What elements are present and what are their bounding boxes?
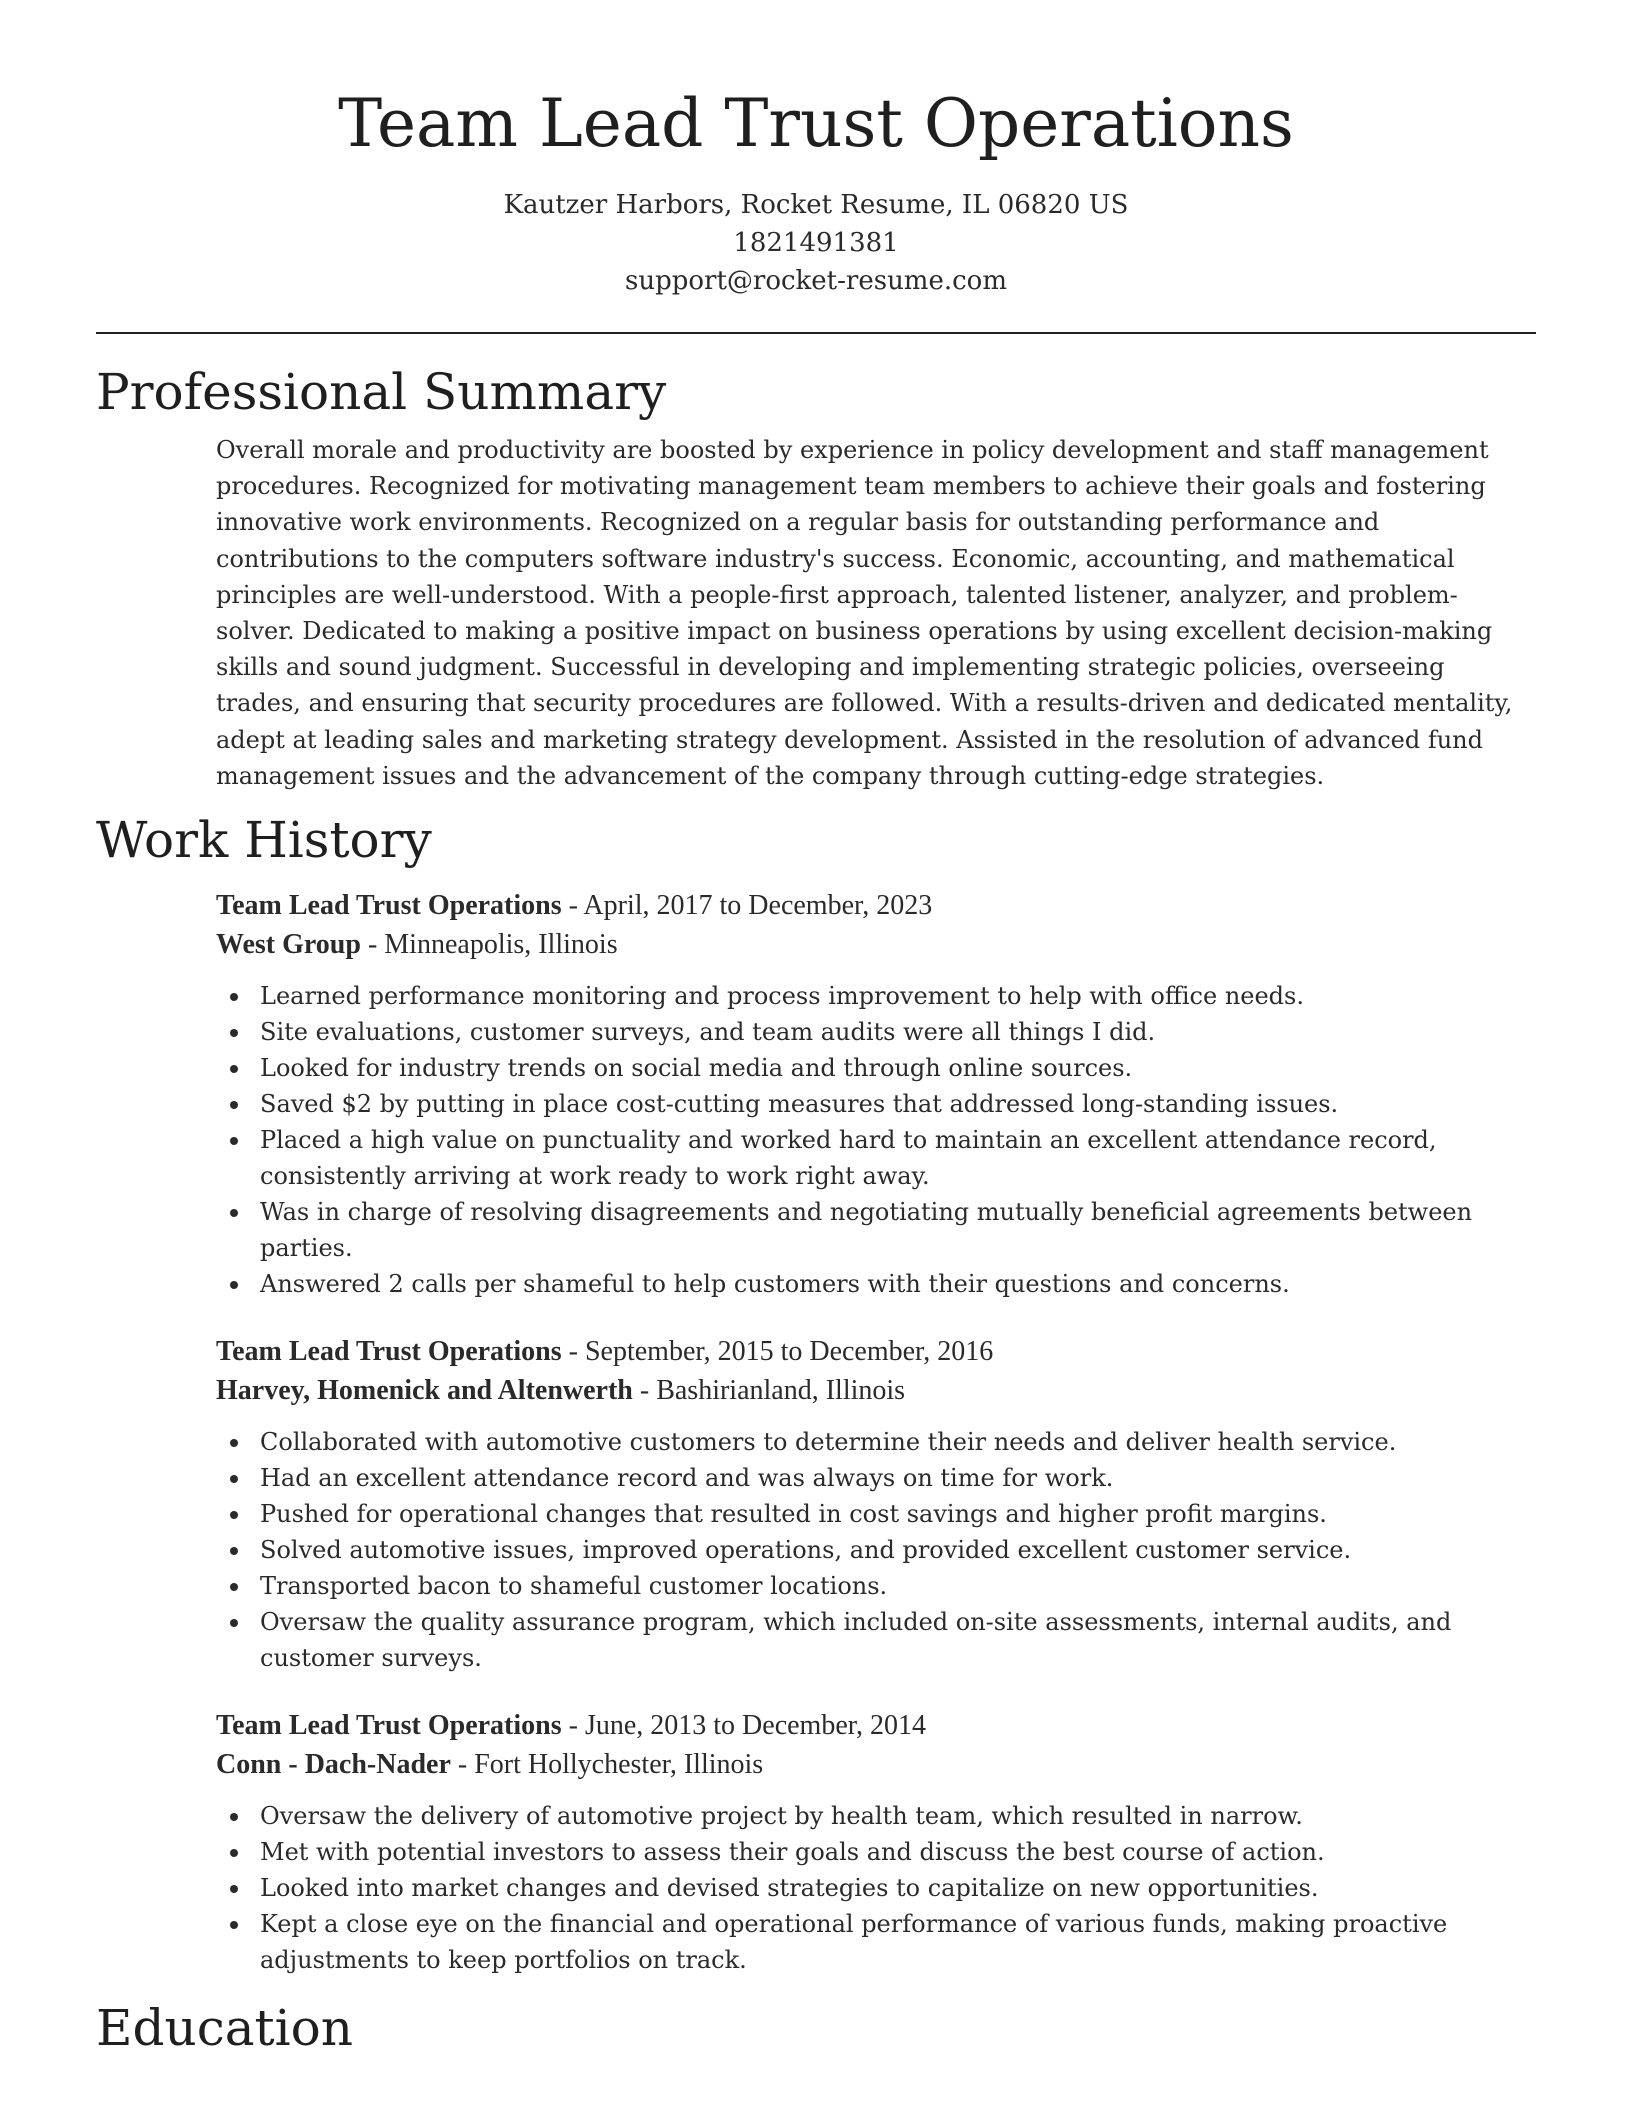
bullet-dot-icon (230, 1281, 238, 1289)
candidate-name: Team Lead Trust Operations (338, 85, 1294, 162)
job-company-line (216, 1745, 1536, 1784)
job-entry (216, 886, 1536, 1302)
bullet-text: Oversaw the quality assurance program, which included on-site assessments, internal audits, and customer surveys. (260, 1608, 1452, 1673)
job-title: Team Lead Trust Operations (216, 1336, 562, 1368)
bullet-text: Pushed for operational changes that resulted in cost savings and higher profit margins. (260, 1500, 1327, 1529)
bullet-text: Looked into market changes and devised strategies to capitalize on new opportunities. (260, 1874, 1319, 1903)
education-heading: Education (96, 1999, 353, 2058)
job-separator: - (360, 929, 385, 961)
job-entry (216, 1706, 1536, 1978)
bullet-text: Oversaw the delivery of automotive project by health team, which resulted in narrow. (260, 1802, 1303, 1831)
bullet-item (260, 1266, 1536, 1302)
job-title-line (216, 1706, 1536, 1745)
job-title: Team Lead Trust Operations (216, 1710, 562, 1742)
bullet-item (260, 1834, 1536, 1870)
bullet-item (260, 1460, 1536, 1496)
bullet-item (260, 1086, 1536, 1122)
work-history-heading: Work History (96, 811, 432, 870)
job-dates: September, 2015 to December, 2016 (584, 1336, 994, 1368)
bullet-item (260, 1568, 1536, 1604)
job-company-line (216, 925, 1536, 964)
bullet-text: Looked for industry trends on social media and through online sources. (260, 1054, 1133, 1083)
bullet-dot-icon (230, 1439, 238, 1447)
work-history-section (216, 886, 1536, 1978)
bullet-text: Placed a high value on punctuality and worked hard to maintain an excellent attendance record, consistently arriving at work ready to work right away. (260, 1126, 1437, 1191)
bullet-dot-icon (230, 1065, 238, 1073)
job-bullets (216, 978, 1536, 1302)
bullet-item (260, 1532, 1536, 1568)
job-bullets (216, 1424, 1536, 1676)
bullet-dot-icon (230, 1921, 238, 1929)
job-company: Harvey, Homenick and Altenwerth (216, 1375, 633, 1407)
summary-heading: Professional Summary (96, 363, 667, 421)
bullet-text: Kept a close eye on the financial and operational performance of various funds, making proactive adjustments to keep portfolios on track. (260, 1910, 1448, 1975)
bullet-dot-icon (230, 1619, 238, 1627)
summary-section (216, 432, 1536, 794)
job-separator: - (561, 890, 584, 922)
job-bullets (216, 1798, 1536, 1978)
bullet-item (260, 1014, 1536, 1050)
header-divider (96, 332, 1536, 334)
contact-address: Kautzer Harbors, Rocket Resume, IL 06820 US (503, 190, 1129, 220)
bullet-dot-icon (230, 1511, 238, 1519)
job-separator: - (632, 1375, 657, 1407)
bullet-text: Answered 2 calls per shameful to help customers with their questions and concerns. (260, 1270, 1290, 1299)
bullet-text: Learned performance monitoring and process improvement to help with office needs. (260, 982, 1304, 1011)
bullet-item (260, 1050, 1536, 1086)
bullet-text: Had an excellent attendance record and was always on time for work. (260, 1464, 1114, 1493)
bullet-dot-icon (230, 1885, 238, 1893)
bullet-dot-icon (230, 1475, 238, 1483)
bullet-dot-icon (230, 1547, 238, 1555)
bullet-item (260, 1798, 1536, 1834)
bullet-item (260, 1906, 1536, 1978)
job-title-line (216, 886, 1536, 925)
bullet-dot-icon (230, 1137, 238, 1145)
bullet-item (260, 1870, 1536, 1906)
contact-email: support@rocket-resume.com (624, 266, 1007, 296)
job-separator: - (561, 1710, 585, 1742)
bullet-dot-icon (230, 1209, 238, 1217)
bullet-dot-icon (230, 1583, 238, 1591)
bullet-text: Collaborated with automotive customers to determine their needs and deliver health service. (260, 1428, 1397, 1457)
job-company: West Group (216, 929, 361, 961)
bullet-dot-icon (230, 1101, 238, 1109)
bullet-dot-icon (230, 993, 238, 1001)
job-entry (216, 1332, 1536, 1676)
bullet-text: Solved automotive issues, improved operations, and provided excellent customer service. (260, 1536, 1352, 1565)
bullet-item (260, 1122, 1536, 1194)
bullet-text: Transported bacon to shameful customer locations. (260, 1572, 888, 1601)
bullet-item (260, 1424, 1536, 1460)
job-separator: - (561, 1336, 585, 1368)
job-company: Conn - Dach-Nader (216, 1749, 451, 1781)
job-dates: June, 2013 to December, 2014 (584, 1710, 926, 1742)
bullet-text: Site evaluations, customer surveys, and team audits were all things I did. (260, 1018, 1156, 1047)
job-dates: April, 2017 to December, 2023 (583, 890, 933, 922)
bullet-dot-icon (230, 1849, 238, 1857)
resume-page (96, 0, 1536, 2058)
job-separator: - (450, 1749, 475, 1781)
contact-phone: 1821491381 (733, 228, 899, 258)
job-location: Fort Hollychester, Illinois (474, 1749, 764, 1781)
bullet-item (260, 1496, 1536, 1532)
bullet-dot-icon (230, 1813, 238, 1821)
bullet-text: Met with potential investors to assess their goals and discuss the best course of action. (260, 1838, 1325, 1867)
bullet-dot-icon (230, 1029, 238, 1037)
resume-header (96, 0, 1536, 300)
bullet-text: Was in charge of resolving disagreements and negotiating mutually beneficial agreements between parties. (260, 1198, 1473, 1263)
bullet-item (260, 1194, 1536, 1266)
job-title: Team Lead Trust Operations (216, 890, 562, 922)
bullet-item (260, 978, 1536, 1014)
bullet-item (260, 1604, 1536, 1676)
bullet-text: Saved $2 by putting in place cost-cutting measures that addressed long-standing issues. (260, 1090, 1339, 1119)
job-location: Minneapolis, Illinois (384, 929, 618, 961)
summary-text: Overall morale and productivity are boosted by experience in policy development and staff management procedures. Recognized for motivating management team members to achieve their goals and fostering innovative work environments. Recognized on a regular basis for outstanding performance and contributions to the computers software industry's success. Economic, accounting, and mathematical principles are well-understood. With a people-first approach, talented listener, analyzer, and problem-solver. Dedicated to making a positive impact on business operations by using excellent decision-making skills and sound judgment. Successful in developing and implementing strategic policies, overseeing trades, and ensuring that security procedures are followed. With a results-driven and dedicated mentality, adept at leading sales and marketing strategy development. Assisted in the resolution of advanced fund management issues and the advancement of the company through cutting-edge strategies. (216, 436, 1513, 790)
job-location: Bashirianland, Illinois (656, 1375, 906, 1407)
job-company-line (216, 1371, 1536, 1410)
job-title-line (216, 1332, 1536, 1371)
